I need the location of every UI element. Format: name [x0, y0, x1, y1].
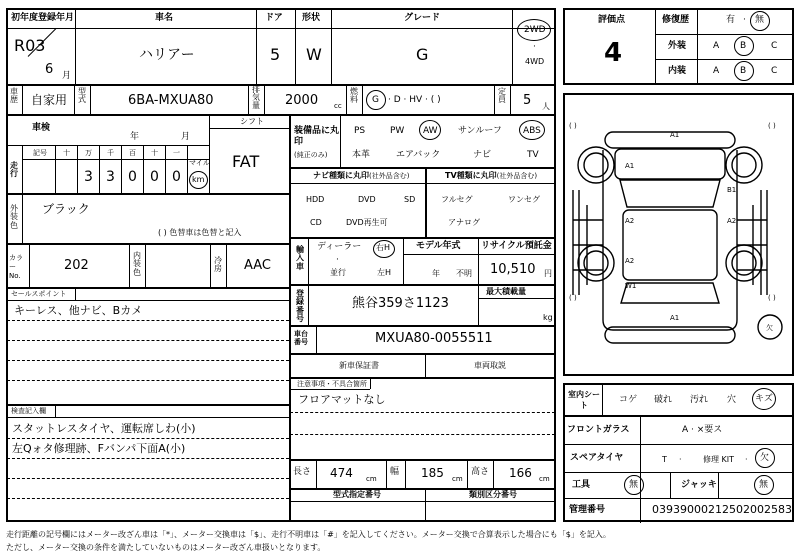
interior-grade-a: A — [713, 66, 720, 76]
shift-value: FAT — [232, 152, 260, 171]
displacement-label: 排気量 — [252, 85, 260, 110]
drive-4wd: 4WD — [525, 57, 545, 66]
rb-jack-div — [718, 473, 719, 498]
height-label: 高さ — [471, 467, 490, 477]
equip-tv: TV — [527, 150, 539, 160]
navi-dvd-play: DVD再生可 — [346, 218, 388, 227]
digit-head-1: 万 — [85, 149, 92, 157]
bracket-top-left: ( ) — [569, 122, 577, 130]
aircon-label: 冷房 — [214, 256, 222, 274]
color-no-label: カラーNo. — [9, 254, 23, 281]
interior-grade-label: 内装 — [668, 66, 687, 76]
navi-title-note: (社外品含む) — [369, 172, 410, 180]
cn-div-3 — [145, 243, 146, 287]
import-dealer: ディーラー — [317, 242, 362, 252]
bracket-bottom-left: ( ) — [569, 294, 577, 302]
front-glass-label: フロントガラス — [567, 425, 630, 435]
equip-pw: PW — [390, 126, 405, 136]
marker-a2-left: A2 — [625, 217, 635, 225]
marker-a2-right: A2 — [727, 217, 737, 225]
r2-div-5 — [264, 85, 265, 114]
color-no-value: 202 — [64, 258, 89, 273]
km-label: km — [192, 175, 205, 184]
desig-head-line — [290, 501, 555, 502]
model-value: 6BA-MXUA80 — [128, 93, 214, 108]
colorno-bottom — [7, 287, 289, 289]
model-label: 型式 — [78, 87, 86, 105]
tv-title-text: TV種類に丸印 — [445, 171, 497, 180]
interior-grade-c: C — [771, 66, 778, 76]
rb-glass-div — [640, 416, 641, 523]
equip-ps: PS — [354, 126, 366, 136]
chassis-label: 車台番号 — [294, 330, 308, 347]
navi-hdd: HDD — [306, 195, 325, 204]
import-div-3 — [478, 238, 479, 284]
r2-div-4 — [248, 85, 249, 114]
mileage-head-line — [22, 159, 209, 160]
jack-value: 無 — [759, 480, 769, 490]
r2-div-9 — [510, 85, 511, 114]
digit-head-0: 十 — [63, 149, 70, 157]
marker-w1: W1 — [625, 282, 637, 290]
col-divider-3 — [295, 9, 296, 84]
equip-airbag: エアバック — [396, 150, 441, 160]
width-label: 幅 — [390, 467, 400, 477]
desig-div — [425, 489, 426, 521]
tools-value: 無 — [629, 480, 639, 490]
exterior-grade-label: 外装 — [668, 41, 687, 51]
selling-line-3 — [7, 360, 289, 361]
import-bottom — [290, 284, 555, 286]
repair-label: 修復歴 — [662, 15, 690, 25]
navi-cd: CD — [310, 218, 322, 227]
marker-a2-rear: A2 — [625, 257, 635, 265]
interior-grade-b: B — [740, 66, 747, 76]
displacement-value: 2000 — [285, 93, 319, 108]
max-load-unit: kg — [543, 313, 553, 322]
warranty-div — [425, 354, 426, 377]
marker-b1-right: B1 — [727, 186, 737, 194]
tv-title-note: (社外品含む) — [496, 172, 538, 180]
body-shape: W — [306, 45, 322, 64]
repaint-note: ( ) 色替車は色替と記入 — [158, 228, 242, 237]
tv-oneseg: ワンセグ — [508, 195, 540, 204]
digit-head-2: 千 — [107, 149, 114, 157]
inspector-line-1: スタットレスタイヤ、運転席しわ(小) — [12, 422, 196, 435]
repair-yes: 有 — [726, 15, 736, 25]
load-head-line — [478, 298, 555, 299]
inspector-label-line — [7, 417, 289, 418]
import-head-line — [403, 254, 555, 255]
first-reg-label: 初年度登録年月 — [11, 13, 75, 23]
equip-bottom — [290, 167, 555, 169]
inspector-label-right — [55, 405, 56, 417]
grade-box-line-1 — [655, 34, 793, 35]
interior-color-label: 内装色 — [133, 251, 141, 277]
marker-a1-left: A1 — [625, 162, 635, 170]
chassis-bottom — [290, 353, 555, 355]
usage-label: 車歴 — [10, 87, 18, 105]
fuel-label: 燃料 — [350, 87, 358, 105]
width-unit: cm — [452, 475, 463, 483]
width-value: 185 — [421, 466, 444, 480]
notes-label-line — [290, 389, 370, 390]
spare-dot-2: · — [745, 455, 748, 464]
door-label: ドア — [265, 13, 283, 23]
fuel-g: G — [372, 95, 379, 105]
exterior-grade-c: C — [771, 41, 778, 51]
recycle-value: 10,510 — [490, 262, 536, 277]
shaken-year-unit: 年 — [130, 132, 140, 142]
import-dot: · — [336, 255, 339, 265]
front-glass-value: A · ×要ス — [682, 425, 723, 435]
row2-bottom — [7, 114, 555, 116]
registration-label: 登録番号 — [296, 289, 304, 324]
equip-aw: AW — [423, 126, 438, 136]
rb-line-2 — [564, 444, 793, 445]
equip-sunroof: サンルーフ — [458, 126, 502, 136]
footer-line-2: ただし、メーター交換の条件を満たしていないものはメーター改ざん車扱いとなります。 — [6, 543, 326, 552]
notes-line-1 — [290, 412, 555, 413]
grade-box-div-2 — [697, 9, 698, 84]
import-left-h: 左H — [377, 268, 392, 277]
inspector-label: 検査記入欄 — [11, 407, 46, 415]
car-left-side — [573, 190, 587, 295]
insp-line-1 — [7, 438, 289, 439]
registration-number: 熊谷359さ1123 — [352, 296, 449, 311]
import-div-2 — [403, 238, 404, 284]
warranty-bottom — [290, 377, 555, 379]
car-diagram — [565, 95, 792, 374]
header-divider — [7, 28, 555, 29]
spare-t: T — [662, 455, 667, 464]
grade-value: G — [416, 45, 429, 64]
tv-title — [445, 172, 537, 180]
capacity-label: 定員 — [498, 87, 506, 105]
digit-head-4: 十 — [151, 149, 158, 157]
new-car-warranty: 新車保証書 — [339, 361, 379, 370]
import-label: 輸入車 — [296, 245, 304, 271]
repair-dot: · — [743, 15, 746, 25]
recycle-label: リサイクル預託金 — [481, 241, 552, 251]
dim-div-4 — [467, 460, 468, 488]
record-label: 記号 — [33, 149, 47, 157]
spare-kit: 修理 KIT — [703, 455, 735, 464]
spare-tire-label: スペアタイヤ — [570, 453, 624, 463]
spare-dot-1: · — [679, 455, 682, 464]
col-divider-5 — [512, 9, 513, 84]
notes-label: 注意事項・不具合箇所 — [297, 380, 367, 388]
drive-dot: · — [533, 42, 536, 52]
length-value: 474 — [330, 466, 353, 480]
import-right-h: 右H — [376, 243, 391, 252]
car-right-side — [753, 190, 767, 295]
r2-div-2 — [74, 85, 75, 114]
jack-label: ジャッキ — [681, 480, 717, 490]
notes-bottom — [290, 459, 555, 461]
vehicle-manual: 車両取説 — [474, 361, 506, 370]
cn-div-5 — [226, 243, 227, 287]
equipment-sublabel: (純正のみ) — [294, 151, 328, 159]
shift-label-bottom — [209, 128, 289, 129]
rb-line-3 — [564, 472, 793, 473]
col-divider-1 — [75, 9, 76, 84]
notes-text: フロアマットなし — [298, 393, 386, 406]
model-year-unknown: 不明 — [456, 269, 472, 278]
car-roof — [623, 210, 717, 280]
exterior-label: 外装色 — [10, 204, 18, 230]
r2-div-6 — [346, 85, 347, 114]
selling-label-line — [7, 300, 289, 301]
car-windshield — [620, 180, 720, 207]
seat-hole: 穴 — [727, 395, 737, 405]
model-year-unit: 年 — [432, 269, 440, 278]
max-load-label: 最大積載量 — [486, 287, 526, 296]
seat-scratch: キズ — [755, 394, 773, 404]
insp-line-2 — [7, 458, 289, 459]
dim-div-1 — [316, 460, 317, 488]
rb-line-4 — [564, 498, 793, 499]
ext-label-div — [22, 193, 23, 243]
mgmt-value: 03939000212502002583 — [652, 503, 792, 516]
shift-divider — [209, 115, 210, 193]
capacity-value: 5 — [523, 93, 532, 108]
shaken-month-unit: 月 — [181, 132, 191, 142]
import-label-div — [308, 238, 309, 284]
navi-tv-divider — [425, 168, 427, 237]
marker-a1-front: A1 — [670, 131, 680, 139]
rb-line-1 — [564, 415, 793, 417]
shaken-bottom — [7, 145, 209, 146]
navi-bottom — [290, 237, 555, 239]
marker-a1-rear: A1 — [670, 314, 680, 322]
displacement-unit: cc — [334, 102, 342, 110]
digit-head-3: 百 — [129, 149, 136, 157]
score-label: 評価点 — [598, 15, 626, 25]
shift-label: シフト — [240, 117, 264, 126]
bracket-bottom-right: ( ) — [768, 294, 776, 302]
shape-label: 形状 — [302, 13, 321, 23]
equip-label-div — [340, 115, 341, 167]
mile-label: マイル — [189, 159, 210, 167]
equip-navi: ナビ — [473, 150, 492, 160]
equip-leather: 本革 — [352, 150, 371, 160]
wheel-front-left-inner — [584, 153, 608, 177]
import-parallel: 並行 — [330, 268, 346, 277]
digit-div-6 — [187, 145, 188, 193]
selling-line-4 — [7, 380, 289, 381]
digit-head-5: 一 — [173, 149, 180, 157]
exterior-color: ブラック — [42, 202, 90, 216]
selling-line-1 — [7, 320, 289, 321]
door-count: 5 — [270, 45, 281, 64]
grade-box-line-2 — [655, 59, 793, 60]
r2-div-7 — [362, 85, 363, 114]
model-year-label: モデル年式 — [416, 241, 461, 251]
mileage-bottom — [7, 193, 289, 195]
navi-title-text: ナビ種類に丸印 — [313, 171, 369, 180]
r2-div-8 — [494, 85, 495, 114]
seat-stain: 汚れ — [690, 395, 709, 405]
usage-value: 自家用 — [31, 93, 68, 107]
equipment-label: 装備品に丸印 — [294, 126, 340, 148]
height-value: 166 — [509, 466, 532, 480]
reg-bottom — [290, 325, 555, 327]
car-name: ハリアー — [139, 47, 195, 63]
score-value: 4 — [604, 38, 623, 68]
r2-div-3 — [90, 85, 91, 114]
exterior-grade-a: A — [713, 41, 720, 51]
bracket-top-right: ( ) — [768, 122, 776, 130]
ext-bottom — [7, 243, 289, 245]
chassis-number: MXUA80-0055511 — [375, 331, 493, 346]
cn-div-4 — [210, 243, 211, 287]
dim-div-5 — [493, 460, 494, 488]
selling-line-2 — [7, 340, 289, 341]
notes-label-right — [370, 378, 371, 389]
drive-2wd: 2WD — [524, 25, 546, 35]
rb-label-div — [602, 384, 603, 415]
shaken-label: 車検 — [32, 123, 51, 133]
digit-1: 3 — [84, 169, 93, 185]
cn-div-2 — [129, 243, 130, 287]
selling-label-right — [75, 288, 76, 300]
repair-no: 無 — [755, 15, 765, 25]
insp-line-3 — [7, 478, 289, 479]
type-designation-label: 型式指定番号 — [333, 490, 381, 499]
digit-2: 3 — [106, 169, 115, 185]
class-number-label: 類別区分番号 — [469, 490, 517, 499]
mgmt-label: 管理番号 — [569, 505, 606, 515]
reg-load-div — [478, 285, 479, 325]
fuel-options: · D · HV · ( ) — [388, 95, 441, 105]
navi-sd: SD — [404, 195, 416, 204]
chassis-label-div — [316, 326, 317, 353]
car-name-label: 車名 — [155, 13, 174, 23]
digit-4: 0 — [150, 169, 159, 185]
grade-label: グレード — [404, 13, 441, 23]
first-reg-month-unit: 月 — [62, 71, 72, 81]
r2-div-1 — [22, 85, 23, 114]
mileage-label: 走行 — [10, 161, 18, 179]
first-reg-month: 6 — [45, 62, 54, 77]
rb-tools-div — [670, 473, 671, 498]
col-divider-2 — [256, 9, 257, 84]
digit-5: 0 — [172, 169, 181, 185]
seat-label: 室内シート — [568, 390, 600, 411]
tv-fullseg: フルセグ — [441, 195, 473, 204]
length-unit: cm — [366, 475, 377, 483]
wear-mark: 欠 — [766, 324, 773, 332]
tools-label: 工具 — [572, 480, 591, 490]
seat-tear: 破れ — [654, 395, 673, 405]
grade-box-div-1 — [655, 9, 656, 84]
capacity-unit: 人 — [542, 102, 550, 111]
length-label: 長さ — [293, 467, 312, 477]
inspector-line-2: 左Qォタ修理跡、Fバンパ下面A(小) — [12, 442, 186, 455]
height-unit: cm — [539, 475, 550, 483]
mileage-label-div — [22, 145, 23, 193]
dim-div-3 — [405, 460, 406, 488]
spare-missing: 欠 — [760, 453, 770, 463]
selling-points-label: セールスポイント — [11, 290, 67, 298]
equip-abs: ABS — [523, 126, 541, 136]
seat-burn: コゲ — [619, 395, 638, 405]
tv-analog: アナログ — [448, 218, 480, 227]
recycle-unit: 円 — [544, 269, 552, 278]
selling-points-text: キーレス、他ナビ、Bカメ — [14, 304, 143, 317]
navi-title — [313, 172, 409, 180]
navi-dvd: DVD — [358, 195, 376, 204]
dim-div-2 — [386, 460, 387, 488]
first-reg-era: R03 — [14, 36, 46, 55]
cn-div-1 — [29, 243, 30, 287]
wheel-front-right-inner — [732, 153, 756, 177]
aircon-value: AAC — [244, 258, 271, 273]
col-divider-4 — [331, 9, 332, 84]
exterior-grade-b: B — [740, 41, 747, 51]
notes-line-2 — [290, 434, 555, 435]
footer-line-1: 走行距離の記号欄にはメーター改ざん車は「*」、メーター交換車は「$」、走行不明車は「#」を記入してください。メーター交換で合算表示した場合にも「$」を記入。 — [6, 530, 611, 539]
digit-3: 0 — [128, 169, 137, 185]
selling-bottom — [7, 404, 289, 406]
reg-label-div — [308, 285, 309, 325]
navi-title-line — [290, 183, 555, 184]
insp-line-4 — [7, 498, 289, 499]
